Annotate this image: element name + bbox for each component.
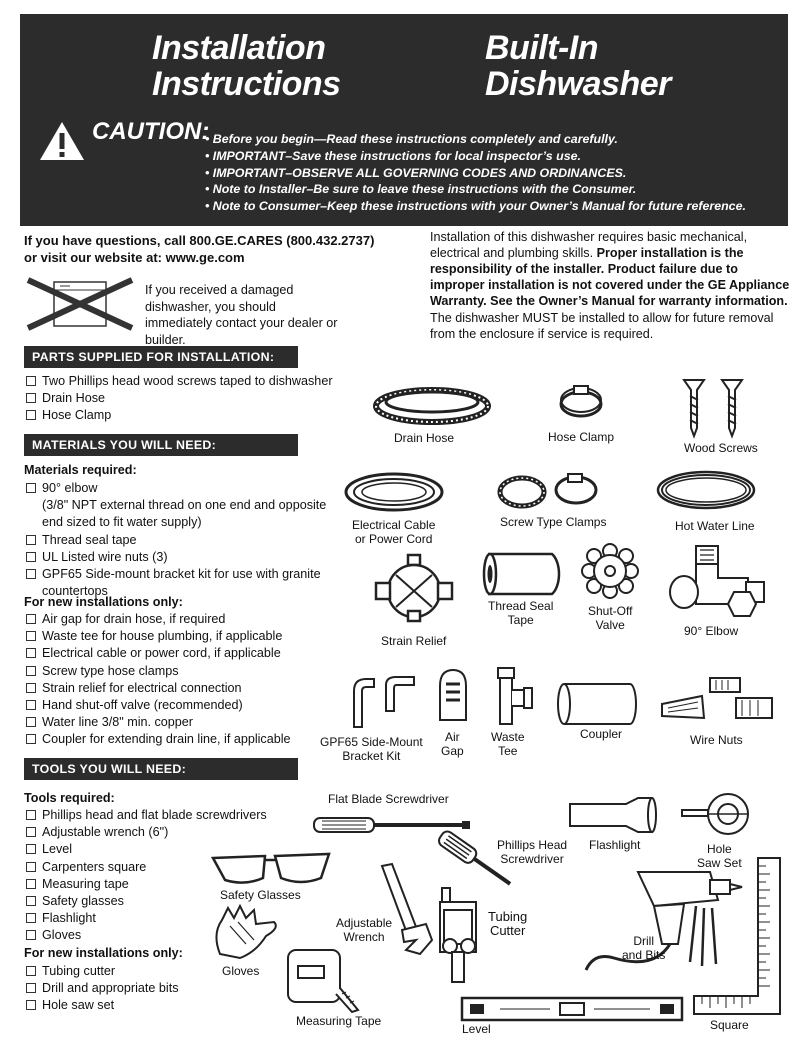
tools-new-install-label: For new installations only: <box>24 946 183 960</box>
shut-off-valve-icon <box>582 543 638 599</box>
parts-checklist <box>24 373 333 425</box>
drain-hose-icon <box>372 382 492 426</box>
list-item[interactable] <box>24 373 333 390</box>
checkbox[interactable] <box>26 666 36 676</box>
bracket-kit-label <box>320 735 423 763</box>
list-item[interactable] <box>24 407 333 424</box>
item-label: Strain relief for electrical connection <box>42 680 242 695</box>
item-label: Hole saw set <box>42 998 115 1013</box>
item-label: Drain Hose <box>42 391 105 406</box>
coupler-icon <box>556 680 638 728</box>
title-installation-instructions <box>152 30 341 102</box>
checkbox[interactable] <box>26 535 36 545</box>
electrical-cable-icon <box>342 470 446 514</box>
materials-required-checklist <box>24 480 326 600</box>
tools-required-label: Tools required: <box>24 791 115 805</box>
hot-water-line-icon <box>654 468 758 512</box>
label-line: Tubing <box>488 909 528 924</box>
title-line: Instructions <box>152 65 341 103</box>
label-line: Wrench <box>343 930 385 944</box>
shut-off-valve-label <box>588 604 632 632</box>
checkbox[interactable] <box>26 827 36 837</box>
item-label: (3/8" NPT external thread on one end and opposite <box>42 498 327 513</box>
flashlight-label: Flashlight <box>589 838 641 852</box>
coupler-label: Coupler <box>580 727 623 741</box>
list-item[interactable] <box>24 963 179 980</box>
label-line: Waste <box>491 730 525 744</box>
tubing-cutter-icon <box>430 886 486 984</box>
elbow-label: 90° Elbow <box>684 624 739 638</box>
checkbox[interactable] <box>26 862 36 872</box>
checkbox[interactable] <box>26 879 36 889</box>
checkbox[interactable] <box>26 393 36 403</box>
damage-notice: If you received a damaged dishwasher, you should immediately contact your dealer or builder. <box>145 283 338 347</box>
caution-item: • IMPORTANT–Save these instructions for local inspector’s use. <box>205 148 746 165</box>
checkbox[interactable] <box>26 483 36 493</box>
list-item[interactable] <box>24 824 267 841</box>
tools-new-install-checklist <box>24 963 179 1015</box>
wrench-label <box>336 916 392 944</box>
checkbox[interactable] <box>26 1000 36 1010</box>
list-item[interactable] <box>24 549 326 566</box>
install-notice-plain: Installation of this dishwasher requires basic mechanical, electrical and plumbing skills. <box>430 230 748 260</box>
title-built-in-dishwasher <box>485 30 671 102</box>
label-line: and Bits <box>622 948 666 962</box>
safety-glasses-label: Safety Glasses <box>220 888 301 902</box>
caution-item: • Note to Installer–Be sure to leave these instructions with the Consumer. <box>205 181 746 198</box>
list-item[interactable] <box>24 680 291 697</box>
screw-clamps-icon <box>494 470 604 510</box>
hose-clamp-label: Hose Clamp <box>548 430 615 444</box>
checkbox[interactable] <box>26 966 36 976</box>
label-line: Thread Seal <box>488 599 554 613</box>
label-line: Tee <box>498 744 518 758</box>
label-line: GPF65 Side-Mount <box>320 735 423 749</box>
label-line: Electrical Cable <box>352 518 436 532</box>
caution-item: • IMPORTANT–OBSERVE ALL GOVERNING CODES AND ORDINANCES. <box>205 165 746 182</box>
item-label: Thread seal tape <box>42 532 137 547</box>
gloves-icon <box>210 904 282 962</box>
hole-saw-icon <box>680 792 754 836</box>
wire-nuts-label: Wire Nuts <box>690 733 743 747</box>
checkbox[interactable] <box>26 569 36 579</box>
list-item[interactable] <box>24 980 179 997</box>
hose-clamp-icon <box>554 384 608 420</box>
tubing-cutter-label <box>488 910 527 938</box>
installation-skill-notice <box>430 229 790 309</box>
level-icon <box>460 994 684 1024</box>
item-label: Measuring tape <box>42 876 129 891</box>
item-label: Tubing cutter <box>42 964 116 978</box>
list-item[interactable] <box>24 611 291 628</box>
item-label: UL Listed wire nuts (3) <box>42 549 168 564</box>
label-line: Cutter <box>489 923 526 938</box>
item-label: Air gap for drain hose, if required <box>42 612 226 626</box>
level-label: Level <box>462 1022 491 1036</box>
checkbox[interactable] <box>26 376 36 386</box>
measuring-tape-label: Measuring Tape <box>296 1014 382 1028</box>
item-label: Waste tee for house plumbing, if applicable <box>42 629 283 644</box>
drill-label <box>622 934 665 962</box>
item-label: Phillips head and flat blade screwdrivers <box>42 808 267 822</box>
list-item[interactable] <box>24 997 179 1014</box>
damaged-dishwasher-icon <box>26 278 134 330</box>
checkbox[interactable] <box>26 734 36 744</box>
checkbox[interactable] <box>26 614 36 624</box>
checkbox[interactable] <box>26 844 36 854</box>
item-label: countertops <box>42 584 108 599</box>
item-label: GPF65 Side-mount bracket kit for use with granite <box>42 567 321 582</box>
checkbox[interactable] <box>26 930 36 940</box>
hot-water-line-label: Hot Water Line <box>675 519 755 533</box>
item-label: Level <box>42 842 73 857</box>
gloves-label: Gloves <box>222 964 260 978</box>
label-line: Adjustable <box>336 916 393 930</box>
electrical-cable-label <box>352 518 435 546</box>
tools-section-heading: TOOLS YOU WILL NEED: <box>24 758 298 780</box>
materials-section-heading: MATERIALS YOU WILL NEED: <box>24 434 298 456</box>
materials-required-label: Materials required: <box>24 463 137 477</box>
checkbox[interactable] <box>26 717 36 727</box>
waste-tee-label <box>491 730 525 758</box>
list-item[interactable] <box>24 697 291 714</box>
bracket-kit-icon <box>348 675 418 729</box>
materials-new-install-label: For new installations only: <box>24 595 183 609</box>
list-item[interactable] <box>24 480 326 497</box>
flat-blade-label: Flat Blade Screwdriver <box>328 792 449 806</box>
caution-item: • Before you begin—Read these instructions completely and carefully. <box>205 131 746 148</box>
item-label: Hand shut-off valve (recommended) <box>42 698 243 713</box>
waste-tee-icon <box>490 666 534 728</box>
label-line: Gap <box>441 744 464 758</box>
title-line: Built-In <box>485 29 599 67</box>
list-item[interactable] <box>24 390 333 407</box>
checkbox[interactable] <box>26 631 36 641</box>
checkbox[interactable] <box>26 552 36 562</box>
wood-screws-icon <box>678 376 748 438</box>
item-label: Electrical cable or power cord, if applicable <box>42 646 281 661</box>
checkbox[interactable] <box>26 700 36 710</box>
list-item[interactable] <box>24 532 326 549</box>
wood-screws-label: Wood Screws <box>684 441 758 455</box>
item-label: Adjustable wrench (6") <box>42 825 169 840</box>
contact-phone: If you have questions, call 800.GE.CARES (800.432.2737) <box>24 233 375 248</box>
checkbox[interactable] <box>26 896 36 906</box>
flashlight-icon <box>566 796 658 836</box>
label-line: Shut-Off <box>588 604 633 618</box>
contact-info <box>24 232 409 266</box>
list-item[interactable] <box>24 663 291 680</box>
item-label: Drill and appropriate bits <box>42 981 179 996</box>
item-label: end sized to fit water supply) <box>42 515 202 530</box>
removal-notice: The dishwasher MUST be installed to allow for future removal from the enclosure if service is required. <box>430 311 774 341</box>
item-label: Coupler for extending drain line, if applicable <box>42 732 291 747</box>
item-label: Two Phillips head wood screws taped to dishwasher <box>42 374 333 388</box>
checkbox[interactable] <box>26 648 36 658</box>
checkbox[interactable] <box>26 683 36 693</box>
item-label: Screw type hose clamps <box>42 663 179 678</box>
list-item-continuation <box>24 514 326 531</box>
screw-clamps-label: Screw Type Clamps <box>500 515 607 529</box>
title-line: Installation <box>152 29 326 67</box>
warning-triangle-icon <box>38 120 86 162</box>
checkbox[interactable] <box>26 913 36 923</box>
air-gap-label <box>441 730 464 758</box>
wire-nuts-icon <box>658 674 778 732</box>
caution-list <box>205 131 746 215</box>
item-label: Flashlight <box>42 911 96 926</box>
checkbox[interactable] <box>26 983 36 993</box>
list-item[interactable] <box>24 731 291 748</box>
item-label: Safety glasses <box>42 894 124 909</box>
label-line: Drill <box>633 934 655 948</box>
label-line: Saw Set <box>697 856 742 870</box>
item-label: 90° elbow <box>42 481 98 495</box>
label-line: Tape <box>507 613 534 627</box>
parts-section-heading: PARTS SUPPLIED FOR INSTALLATION: <box>24 346 298 368</box>
title-line: Dishwasher <box>485 65 671 103</box>
caution-label: CAUTION: <box>92 118 210 145</box>
list-item-continuation <box>24 497 326 514</box>
item-label: Gloves <box>42 928 82 943</box>
thread-seal-tape-icon <box>482 546 568 598</box>
safety-glasses-icon <box>205 848 335 890</box>
contact-website: or visit our website at: www.ge.com <box>24 250 245 265</box>
list-item[interactable] <box>24 566 326 583</box>
strain-relief-label: Strain Relief <box>381 634 447 648</box>
list-item[interactable] <box>24 714 291 731</box>
caution-item: • Note to Consumer–Keep these instructions with your Owner’s Manual for future reference. <box>205 198 746 215</box>
list-item[interactable] <box>24 628 291 645</box>
measuring-tape-icon <box>286 948 360 1014</box>
thread-seal-tape-label <box>488 599 553 627</box>
elbow-fitting-icon <box>668 544 768 620</box>
label-line: Bracket Kit <box>342 749 401 763</box>
label-line: Screwdriver <box>500 852 564 866</box>
list-item[interactable] <box>24 807 267 824</box>
drain-hose-label: Drain Hose <box>394 431 455 445</box>
install-notice-bold: Proper installation is the responsibility of the installer. Product failure due to improper installation is not covered under the GE Appliance Warranty. See the Owner’s Manual for warranty information. <box>430 246 790 308</box>
label-line: or Power Cord <box>355 532 433 546</box>
item-label: Carpenters square <box>42 859 147 874</box>
carpenters-square-icon <box>692 856 782 1016</box>
strain-relief-icon <box>374 553 454 623</box>
label-line: Valve <box>595 618 625 632</box>
materials-new-install-checklist <box>24 611 291 749</box>
checkbox[interactable] <box>26 810 36 820</box>
item-label: Water line 3/8" min. copper <box>42 715 193 730</box>
square-label: Square <box>710 1018 749 1032</box>
list-item[interactable] <box>24 645 291 662</box>
checkbox[interactable] <box>26 410 36 420</box>
label-line: Air <box>445 730 460 744</box>
label-line: Hole <box>707 842 732 856</box>
item-label: Hose Clamp <box>42 408 112 423</box>
phillips-label <box>497 838 567 866</box>
air-gap-icon <box>436 668 470 724</box>
label-line: Phillips Head <box>497 838 568 852</box>
